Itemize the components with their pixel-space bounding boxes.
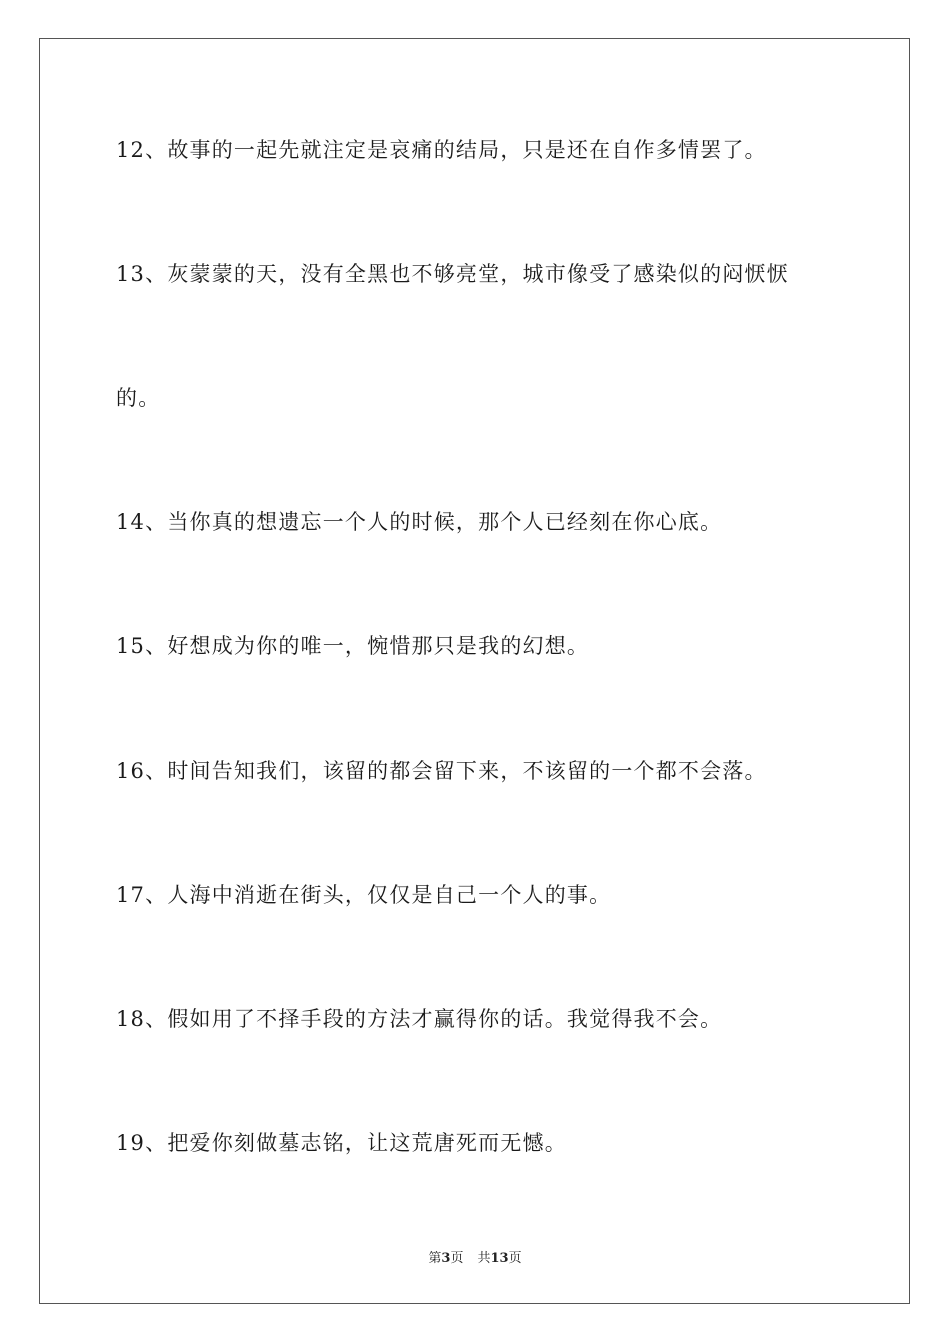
- text-line-17: 17、人海中消逝在街头，仅仅是自己一个人的事。: [116, 883, 612, 907]
- page-border: [39, 38, 910, 1304]
- page-footer: [0, 1247, 950, 1266]
- footer-page-number: 3: [441, 1251, 451, 1266]
- text-line-13: 13、灰蒙蒙的天，没有全黑也不够亮堂，城市像受了感染似的闷恹恹: [116, 262, 789, 286]
- text-line-13-continued: 的。: [116, 386, 161, 410]
- text-line-18: 18、假如用了不择手段的方法才赢得你的话。我觉得我不会。: [116, 1007, 723, 1031]
- footer-total-pages: 13: [490, 1251, 509, 1266]
- text-line-16: 16、时间告知我们，该留的都会留下来，不该留的一个都不会落。: [116, 759, 767, 783]
- text-line-15: 15、好想成为你的唯一，惋惜那只是我的幻想。: [116, 634, 590, 658]
- text-line-19: 19、把爱你刻做墓志铭，让这荒唐死而无憾。: [116, 1131, 567, 1155]
- text-line-12: 12、故事的一起先就注定是哀痛的结局，只是还在自作多情罢了。: [116, 138, 767, 162]
- text-line-14: 14、当你真的想遗忘一个人的时候，那个人已经刻在你心底。: [116, 510, 723, 534]
- footer-page-prefix: 第: [428, 1251, 442, 1266]
- footer-total-prefix: 共: [477, 1251, 491, 1266]
- footer-page-suffix: 页: [450, 1251, 464, 1266]
- footer-total-suffix: 页: [508, 1251, 522, 1266]
